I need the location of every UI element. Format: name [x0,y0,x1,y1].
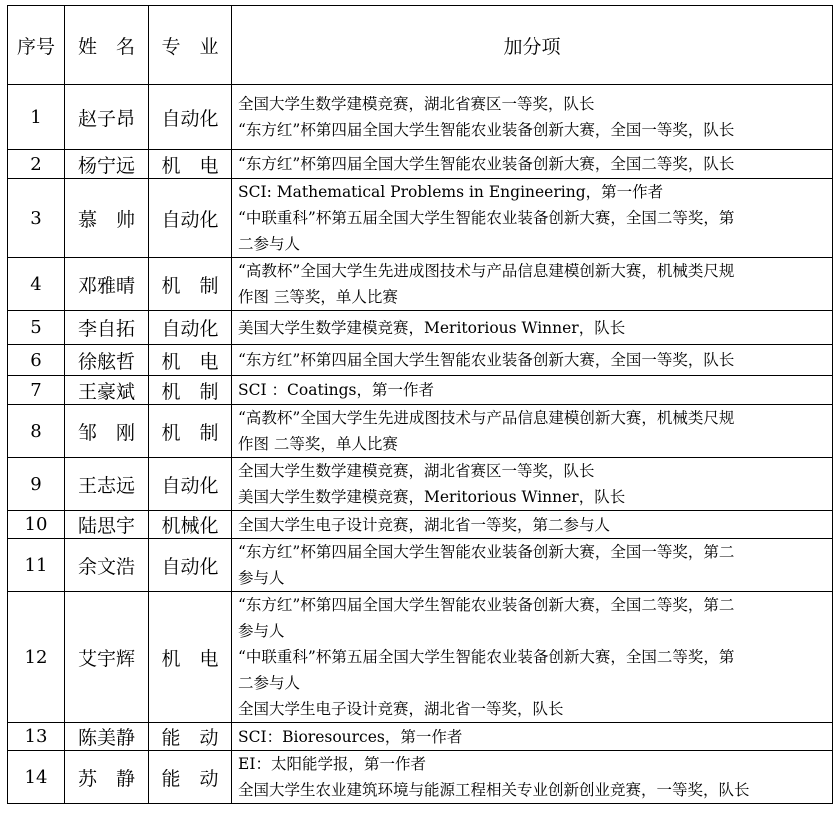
bonus-items [232,751,833,804]
student-name: 陆思宇 [65,511,149,539]
header-seq: 序号 [8,6,65,85]
student-major: 机 制 [149,405,232,458]
bonus-item-line: SCI：Bioresources，第一作者 [238,727,463,746]
header-major: 专 业 [149,6,232,85]
student-name: 慕 帅 [65,179,149,258]
bonus-items [232,539,833,592]
row-number: 13 [8,723,65,751]
row-number: 5 [8,311,65,345]
bonus-points-table [7,5,833,804]
table-row [8,511,833,539]
bonus-item-line: 参与人 [238,622,285,640]
table-row [8,405,833,458]
student-name: 苏 静 [65,751,149,804]
table-body [8,85,833,804]
bonus-item-line: “中联重科”杯第五届全国大学生智能农业装备创新大赛，全国二等奖，第 [238,648,735,666]
bonus-items [232,311,833,345]
bonus-item-line: EI：太阳能学报，第一作者 [238,755,426,773]
table-row [8,345,833,376]
bonus-item-line: 全国大学生电子设计竞赛，湖北省一等奖，队长 [238,700,564,718]
table-row [8,311,833,345]
bonus-item-line: SCI: Mathematical Problems in Engineering，第一作者 [238,183,664,201]
bonus-item-line: “东方红”杯第四届全国大学生智能农业装备创新大赛，全国一等奖，队长 [238,351,735,369]
bonus-item-line: “东方红”杯第四届全国大学生智能农业装备创新大赛，全国一等奖，第二 [238,543,735,561]
bonus-items [232,179,833,258]
bonus-item-line: 参与人 [238,569,285,587]
header-bonus: 加分项 [232,6,833,85]
student-name: 徐舷哲 [65,345,149,376]
student-major: 能 动 [149,751,232,804]
table-header-row [8,6,833,85]
bonus-items [232,592,833,723]
row-number: 9 [8,458,65,511]
bonus-item-line: SCI ：Coatings，第一作者 [238,381,435,399]
bonus-item-line: 美国大学生数学建模竞赛，Meritorious Winner，队长 [238,318,626,337]
bonus-items [232,405,833,458]
row-number: 11 [8,539,65,592]
bonus-items [232,345,833,376]
student-name: 艾宇辉 [65,592,149,723]
student-name: 李自拓 [65,311,149,345]
table-row [8,258,833,311]
bonus-item-line: “中联重科”杯第五届全国大学生智能农业装备创新大赛，全国二等奖，第 [238,209,735,227]
row-number: 10 [8,511,65,539]
bonus-items [232,511,833,539]
student-name: 邓雅晴 [65,258,149,311]
table-row [8,751,833,804]
bonus-item-line: “高教杯”全国大学生先进成图技术与产品信息建模创新大赛，机械类尺规 [238,409,735,427]
table-row [8,376,833,405]
bonus-item-line: 全国大学生数学建模竞赛，湖北省赛区一等奖，队长 [238,95,595,113]
bonus-item-line: 二参与人 [238,235,301,253]
student-name: 邹 刚 [65,405,149,458]
bonus-item-line: 全国大学生农业建筑环境与能源工程相关专业创新创业竞赛，一等奖，队长 [238,781,750,799]
bonus-items [232,85,833,150]
bonus-item-line: 全国大学生电子设计竞赛，湖北省一等奖，第二参与人 [238,515,611,534]
row-number: 7 [8,376,65,405]
bonus-item-line: “东方红”杯第四届全国大学生智能农业装备创新大赛，全国二等奖，队长 [238,155,735,173]
table-row [8,85,833,150]
student-major: 机 制 [149,376,232,405]
bonus-item-line: “东方红”杯第四届全国大学生智能农业装备创新大赛，全国一等奖，队长 [238,121,735,139]
student-major: 自动化 [149,539,232,592]
student-name: 余文浩 [65,539,149,592]
bonus-item-line: 作图 二等奖，单人比赛 [238,435,398,453]
table-row [8,150,833,179]
table-row [8,179,833,258]
student-major: 机 电 [149,592,232,723]
student-major: 自动化 [149,458,232,511]
row-number: 2 [8,150,65,179]
student-name: 赵子昂 [65,85,149,150]
bonus-items [232,376,833,405]
row-number: 3 [8,179,65,258]
student-major: 机械化 [149,511,232,539]
bonus-items [232,458,833,511]
student-name: 杨宁远 [65,150,149,179]
student-name: 陈美静 [65,723,149,751]
row-number: 14 [8,751,65,804]
row-number: 4 [8,258,65,311]
row-number: 6 [8,345,65,376]
bonus-item-line: 美国大学生数学建模竞赛，Meritorious Winner，队长 [238,488,626,506]
bonus-items [232,723,833,751]
student-major: 自动化 [149,85,232,150]
bonus-item-line: 二参与人 [238,674,301,692]
student-major: 自动化 [149,311,232,345]
bonus-item-line: 作图 三等奖，单人比赛 [238,288,398,306]
row-number: 12 [8,592,65,723]
student-name: 王志远 [65,458,149,511]
row-number: 1 [8,85,65,150]
student-name: 王豪斌 [65,376,149,405]
row-number: 8 [8,405,65,458]
student-major: 自动化 [149,179,232,258]
student-major: 能 动 [149,723,232,751]
bonus-items [232,258,833,311]
table-row [8,592,833,723]
bonus-item-line: 全国大学生数学建模竞赛，湖北省赛区一等奖，队长 [238,462,595,480]
table-row [8,723,833,751]
student-major: 机 电 [149,150,232,179]
bonus-items [232,150,833,179]
student-major: 机 电 [149,345,232,376]
header-name: 姓 名 [65,6,149,85]
bonus-item-line: “东方红”杯第四届全国大学生智能农业装备创新大赛，全国二等奖，第二 [238,596,735,614]
bonus-item-line: “高教杯”全国大学生先进成图技术与产品信息建模创新大赛，机械类尺规 [238,262,735,280]
student-major: 机 制 [149,258,232,311]
table-row [8,539,833,592]
table-row [8,458,833,511]
